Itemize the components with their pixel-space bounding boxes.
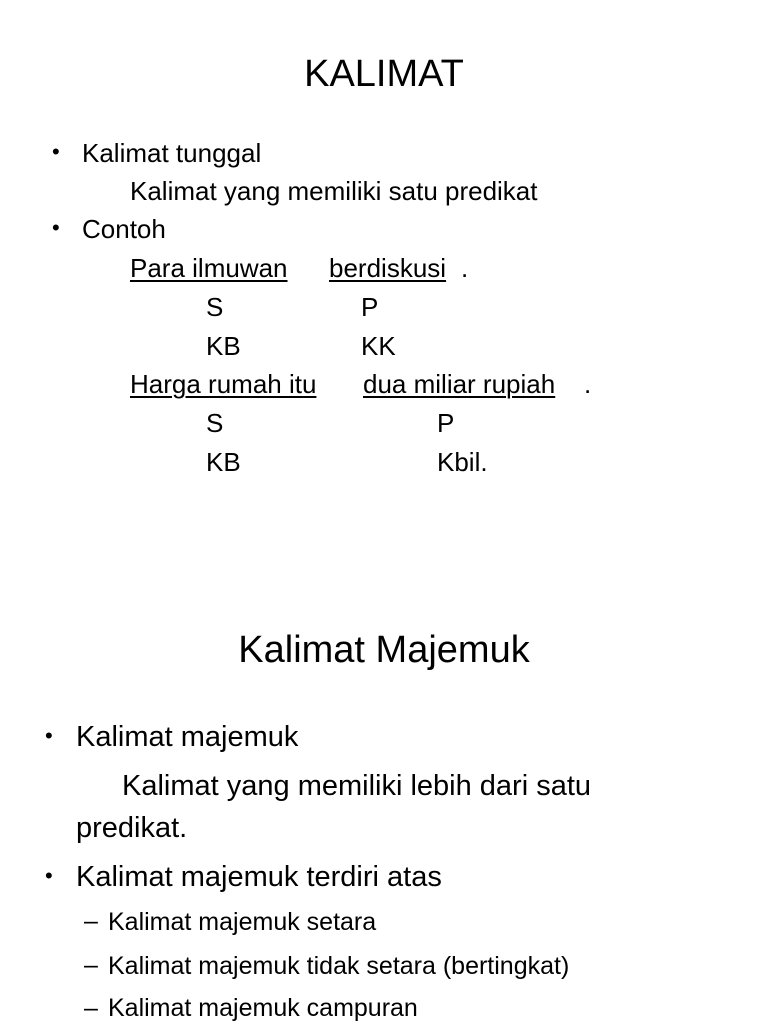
bullet-terdiri-atas: Kalimat majemuk terdiri atas bbox=[76, 861, 442, 893]
definition-line-1: Kalimat yang memiliki lebih dari satu bbox=[122, 770, 592, 802]
example2-s-label: S bbox=[206, 408, 224, 438]
example1-p-label: P bbox=[361, 292, 379, 322]
bullet-icon: • bbox=[45, 723, 53, 748]
bullet-kalimat-tunggal: Kalimat tunggal bbox=[82, 138, 262, 168]
definition-line-2: predikat. bbox=[76, 812, 188, 844]
subitem-setara: Kalimat majemuk setara bbox=[108, 908, 377, 936]
example2-p-label: P bbox=[437, 408, 455, 438]
bullet-icon: • bbox=[52, 215, 60, 240]
example2-period: . bbox=[584, 369, 592, 399]
slide-kalimat-majemuk bbox=[0, 600, 768, 1024]
bullet-icon: • bbox=[52, 139, 60, 164]
bullet-icon: • bbox=[45, 863, 53, 888]
example1-s-label: S bbox=[206, 292, 224, 322]
example1-p-class: KK bbox=[361, 331, 396, 361]
bullet-kalimat-majemuk: Kalimat majemuk bbox=[76, 721, 299, 753]
definition-text: Kalimat yang memiliki satu predikat bbox=[130, 176, 538, 206]
example1-s-class: KB bbox=[206, 331, 241, 361]
example2-s-class: KB bbox=[206, 447, 241, 477]
example1-subject: Para ilmuwan bbox=[130, 253, 288, 283]
example1-period: . bbox=[461, 253, 469, 283]
dash-icon: – bbox=[84, 907, 98, 935]
dash-icon: – bbox=[84, 951, 98, 979]
slide-title: Kalimat Majemuk bbox=[238, 629, 530, 671]
example2-p-class: Kbil. bbox=[437, 447, 488, 477]
subitem-tidak-setara: Kalimat majemuk tidak setara (bertingkat) bbox=[108, 952, 570, 980]
slide-title: KALIMAT bbox=[304, 53, 464, 95]
bullet-contoh: Contoh bbox=[82, 214, 166, 244]
example2-predicate: dua miliar rupiah bbox=[363, 369, 556, 399]
subitem-campuran: Kalimat majemuk campuran bbox=[108, 994, 418, 1022]
example1-predicate: berdiskusi bbox=[329, 253, 447, 283]
example2-subject: Harga rumah itu bbox=[130, 369, 317, 399]
dash-icon: – bbox=[84, 994, 98, 1022]
